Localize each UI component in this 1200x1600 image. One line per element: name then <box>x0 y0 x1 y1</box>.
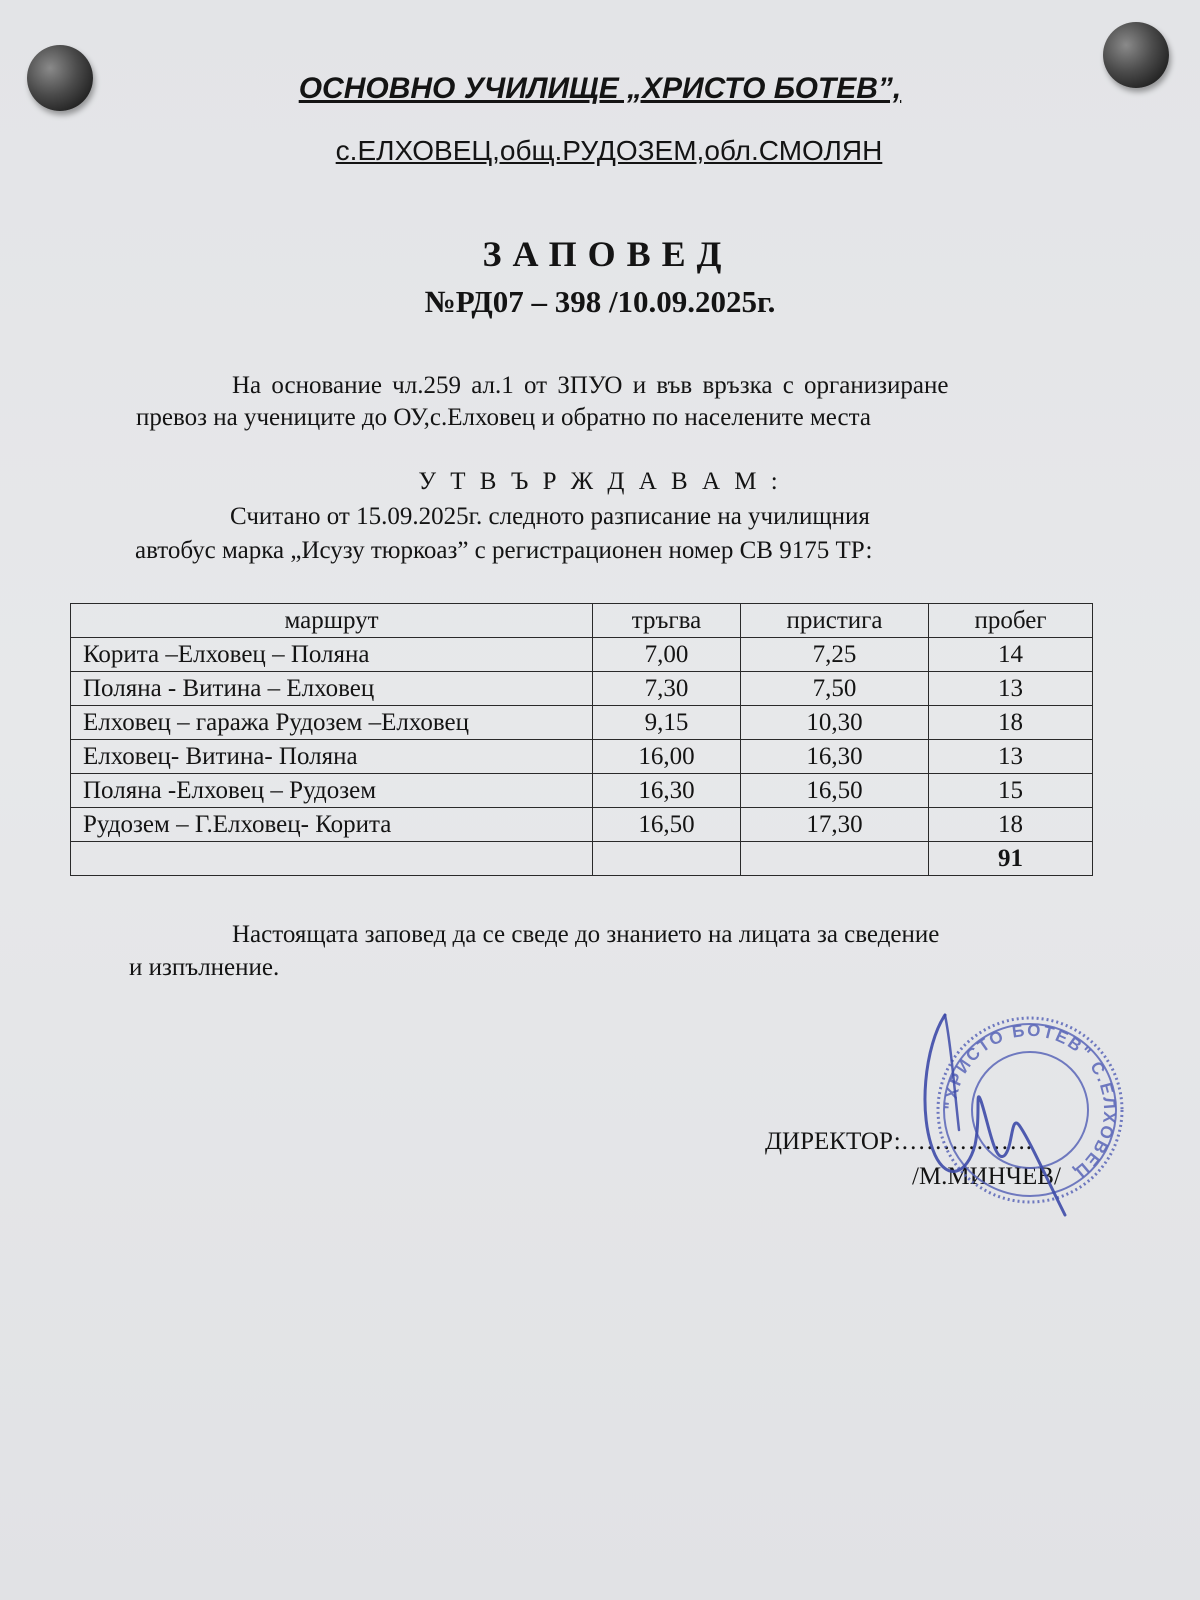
order-number: №РД07 – 398 /10.09.2025г. <box>424 284 776 319</box>
arrive-cell: 16,30 <box>741 740 929 774</box>
depart-cell: 16,00 <box>593 740 741 774</box>
route-cell: Поляна -Елховец – Рудозем <box>71 774 593 808</box>
director-label: ДИРЕКТОР:……………. <box>765 1128 1032 1155</box>
depart-cell: 16,50 <box>593 808 741 842</box>
depart-cell: 7,00 <box>593 638 741 672</box>
basis-line-1: На основание чл.259 ал.1 от ЗПУО и във връзка с организиране <box>232 372 949 399</box>
route-cell: Елховец- Витина- Поляна <box>71 740 593 774</box>
approve-heading: У Т В Ъ Р Ж Д А В А М : <box>418 468 782 495</box>
empty-cell <box>593 842 741 876</box>
depart-cell: 9,15 <box>593 706 741 740</box>
header-route: маршрут <box>71 604 593 638</box>
bus-schedule-table <box>70 603 1093 876</box>
closing-line-1: Настоящата заповед да се сведе до знанието на лицата за сведение <box>232 921 940 948</box>
distance-cell: 14 <box>929 638 1093 672</box>
route-cell: Елховец – гаража Рудозем –Елховец <box>71 706 593 740</box>
table-row <box>71 808 1093 842</box>
arrive-cell: 7,25 <box>741 638 929 672</box>
schedule-intro-line-2: автобус марка „Исузу тюркоаз” с регистрационен номер СВ 9175 ТР: <box>135 537 873 564</box>
distance-cell: 18 <box>929 706 1093 740</box>
table-row <box>71 774 1093 808</box>
header-distance: пробег <box>929 604 1093 638</box>
arrive-cell: 10,30 <box>741 706 929 740</box>
schedule-intro-line-1: Считано от 15.09.2025г. следното разписание на училищния <box>230 503 870 530</box>
distance-cell: 13 <box>929 672 1093 706</box>
total-row <box>71 842 1093 876</box>
depart-cell: 7,30 <box>593 672 741 706</box>
table-row <box>71 740 1093 774</box>
header-depart: тръгва <box>593 604 741 638</box>
empty-cell <box>71 842 593 876</box>
director-name: /М.МИНЧЕВ/ <box>912 1163 1061 1190</box>
header-arrive: пристига <box>741 604 929 638</box>
school-address: с.ЕЛХОВЕЦ,общ.РУДОЗЕМ,обл.СМОЛЯН <box>335 135 883 166</box>
table-row <box>71 672 1093 706</box>
school-name: ОСНОВНО УЧИЛИЩЕ „ХРИСТО БОТЕВ”, <box>298 72 902 105</box>
distance-cell: 15 <box>929 774 1093 808</box>
basis-line-2: превоз на учениците до ОУ,с.Елховец и обратно по населените места <box>136 404 871 431</box>
empty-cell <box>741 842 929 876</box>
arrive-cell: 16,50 <box>741 774 929 808</box>
arrive-cell: 17,30 <box>741 808 929 842</box>
total-distance: 91 <box>929 842 1093 876</box>
table-row <box>71 706 1093 740</box>
closing-line-2: и изпълнение. <box>129 954 280 981</box>
stamp-text: "ХРИСТО БОТЕВ" С.ЕЛХОВЕЦ <box>940 1020 1120 1183</box>
director-signature <box>915 1005 1115 1220</box>
table-row <box>71 638 1093 672</box>
distance-cell: 13 <box>929 740 1093 774</box>
arrive-cell: 7,50 <box>741 672 929 706</box>
distance-cell: 18 <box>929 808 1093 842</box>
table-header-row <box>71 604 1093 638</box>
route-cell: Рудозем – Г.Елховец- Корита <box>71 808 593 842</box>
order-title: ЗАПОВЕД <box>482 234 733 274</box>
depart-cell: 16,30 <box>593 774 741 808</box>
route-cell: Поляна - Витина – Елховец <box>71 672 593 706</box>
route-cell: Корита –Елховец – Поляна <box>71 638 593 672</box>
